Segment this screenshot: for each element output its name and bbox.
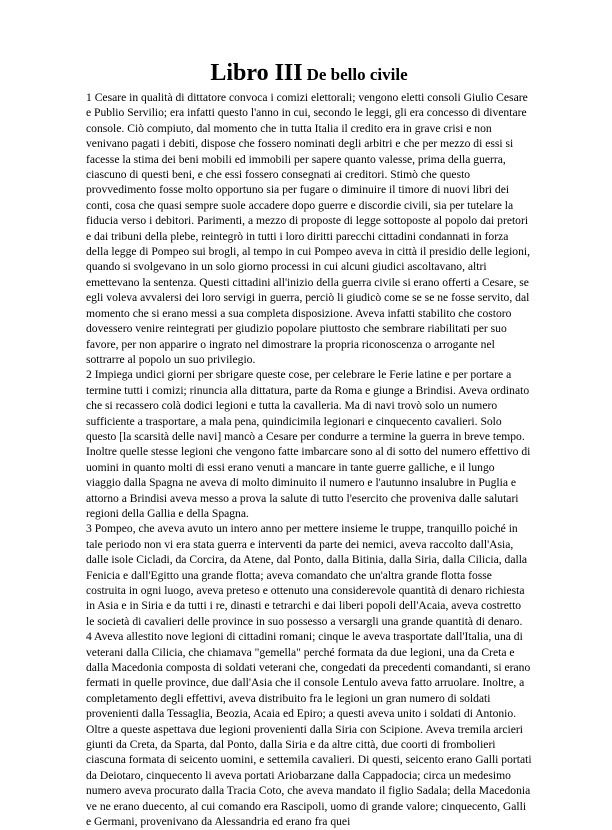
document-subtitle: De bello civile bbox=[306, 65, 408, 84]
paragraph-3: 3 Pompeo, che aveva avuto un intero anno per mettere insieme le truppe, tranquillo poiché in tale periodo non vi era stata guerra e interventi da parte dei nemici, aveva raccolto dall'Asia, dalle isole Cicladi, da Corcira, da Atene, dal Ponto, dalla Bitinia, dalla Siria, dalla Cilicia, dalla Fenicia e dall'Egitto una grande flotta; aveva comandato che un'altra grande flotta fosse costruita in ogni luogo, aveva preteso e ottenuto una considerevole quantità di denaro richiesta in Asia e in Siria e da tutti i re, dinasti e tetrarchi e dai liberi popoli dell'Acaia, aveva costretto le società di cavalieri delle province in suo possesso a versargli una grande quantità di denaro. bbox=[86, 522, 528, 628]
document-title: Libro III bbox=[210, 60, 303, 86]
paragraph-4: 4 Aveva allestito nove legioni di cittadini romani; cinque le aveva trasportate dall'Italia, una di veterani dalla Cilicia, che chiamava "gemella" perché formata da due legioni, una da Creta e dalla Macedonia composta di soldati veterani che, congedati da precedenti comandanti, si erano fermati in quelle province, due dall'Asia che il console Lentulo aveva fatto arruolare. Inoltre, a completamento degli effettivi, aveva distribuito fra le legioni un gran numero di soldati provenienti dalla Tessaglia, Beozia, Acaia ed Epiro; a questi aveva unito i soldati di Antonio. Oltre a queste aspettava due legioni provenienti dalla Siria con Scipione. Aveva tremila arcieri giunti da Creta, da Sparta, dal Ponto, dalla Siria e da altre città, due coorti di frombolieri ciascuna formata di seicento uomini, e settemila cavalieri. Di questi, seicento erano Galli portati da Deiotaro, cinquecento li aveva portati Ariobarzane dalla Cappadocia; circa un medesimo numero aveva procurato dalla Tracia Coto, che aveva mandato il figlio Sadala; della Macedonia ve ne erano duecento, al cui comando era Rascipoli, uomo di grande valore; cinquecento, Galli e Germani, provenivano da Alessandria ed erano fra quei bbox=[86, 630, 532, 829]
paragraph-2: 2 Impiega undici giorni per sbrigare queste cose, per celebrare le Ferie latine e per portare a termine tutti i comizi; rinuncia alla dittatura, parte da Roma e giunge a Brindisi. Aveva ordinato che si recassero colà dodici legioni e tutta la cavalleria. Ma di navi trovò solo un numero sufficiente a trasportare, a mala pena, quindicimila legionari e cinquecento cavalieri. Solo questo [la scarsità delle navi] mancò a Cesare per condurre a termine la guerra in breve tempo. Inoltre quelle stesse legioni che vengono fatte imbarcare sono al di sotto del numero effettivo di uomini in quanto molti di essi erano venuti a mancare in tante guerre galliche, e il lungo viaggio dalla Spagna ne aveva di molto diminuito il numero e l'autunno insalubre in Puglia e attorno a Brindisi aveva messo a prova la salute di tutto l'esercito che proveniva dalle salutari regioni della Gallia e della Spagna. bbox=[86, 368, 531, 520]
title-line bbox=[86, 60, 532, 89]
document-page bbox=[86, 60, 532, 830]
paragraph-1: 1 Cesare in qualità di dittatore convoca i comizi elettorali; vengono eletti consoli Giulio Cesare e Publio Servilio; era infatti questo l'anno in cui, secondo le leggi, gli era concesso di diventare console. Ciò compiuto, dal momento che in tutta Italia il credito era in grave crisi e non venivano pagati i debiti, dispose che fossero nominati degli arbitri e che per mezzo di essi si facesse la stima dei beni mobili ed immobili per sapere quanto valesse, prima della guerra, ciascuno di questi beni, e che essi fossero consegnati ai creditori. Stimò che questo provvedimento fosse molto opportuno sia per fugare o diminuire il timore di nuovi libri dei conti, cosa che quasi sempre suole accadere dopo guerre e discordie civili, sia per tutelare la fiducia verso i debitori. Parimenti, a mezzo di proposte di legge sottoposte al popolo dai pretori e dai tribuni della plebe, reintegrò in tutti i loro diritti parecchi cittadini condannati in forza della legge di Pompeo sui brogli, al tempo in cui Pompeo aveva in città il presidio delle legioni, quando si svolgevano in un solo giorno processi in cui alcuni giudici ascoltavano, altri emettevano la sentenza. Questi cittadini all'inizio della guerra civile si erano offerti a Cesare, se egli voleva avvalersi dei loro servigi in guerra, perciò li giudicò come se se ne fosse servito, dal momento che si erano messi a sua completa disposizione. Aveva infatti stabilito che costoro dovessero venire reintegrati per giudizio popolare piuttosto che sembrare riabilitati per suo favore, per non apparire o ingrato nel dimostrare la propria riconoscenza o arrogante nel sottrarre al popolo un suo privilegio. bbox=[86, 91, 531, 366]
